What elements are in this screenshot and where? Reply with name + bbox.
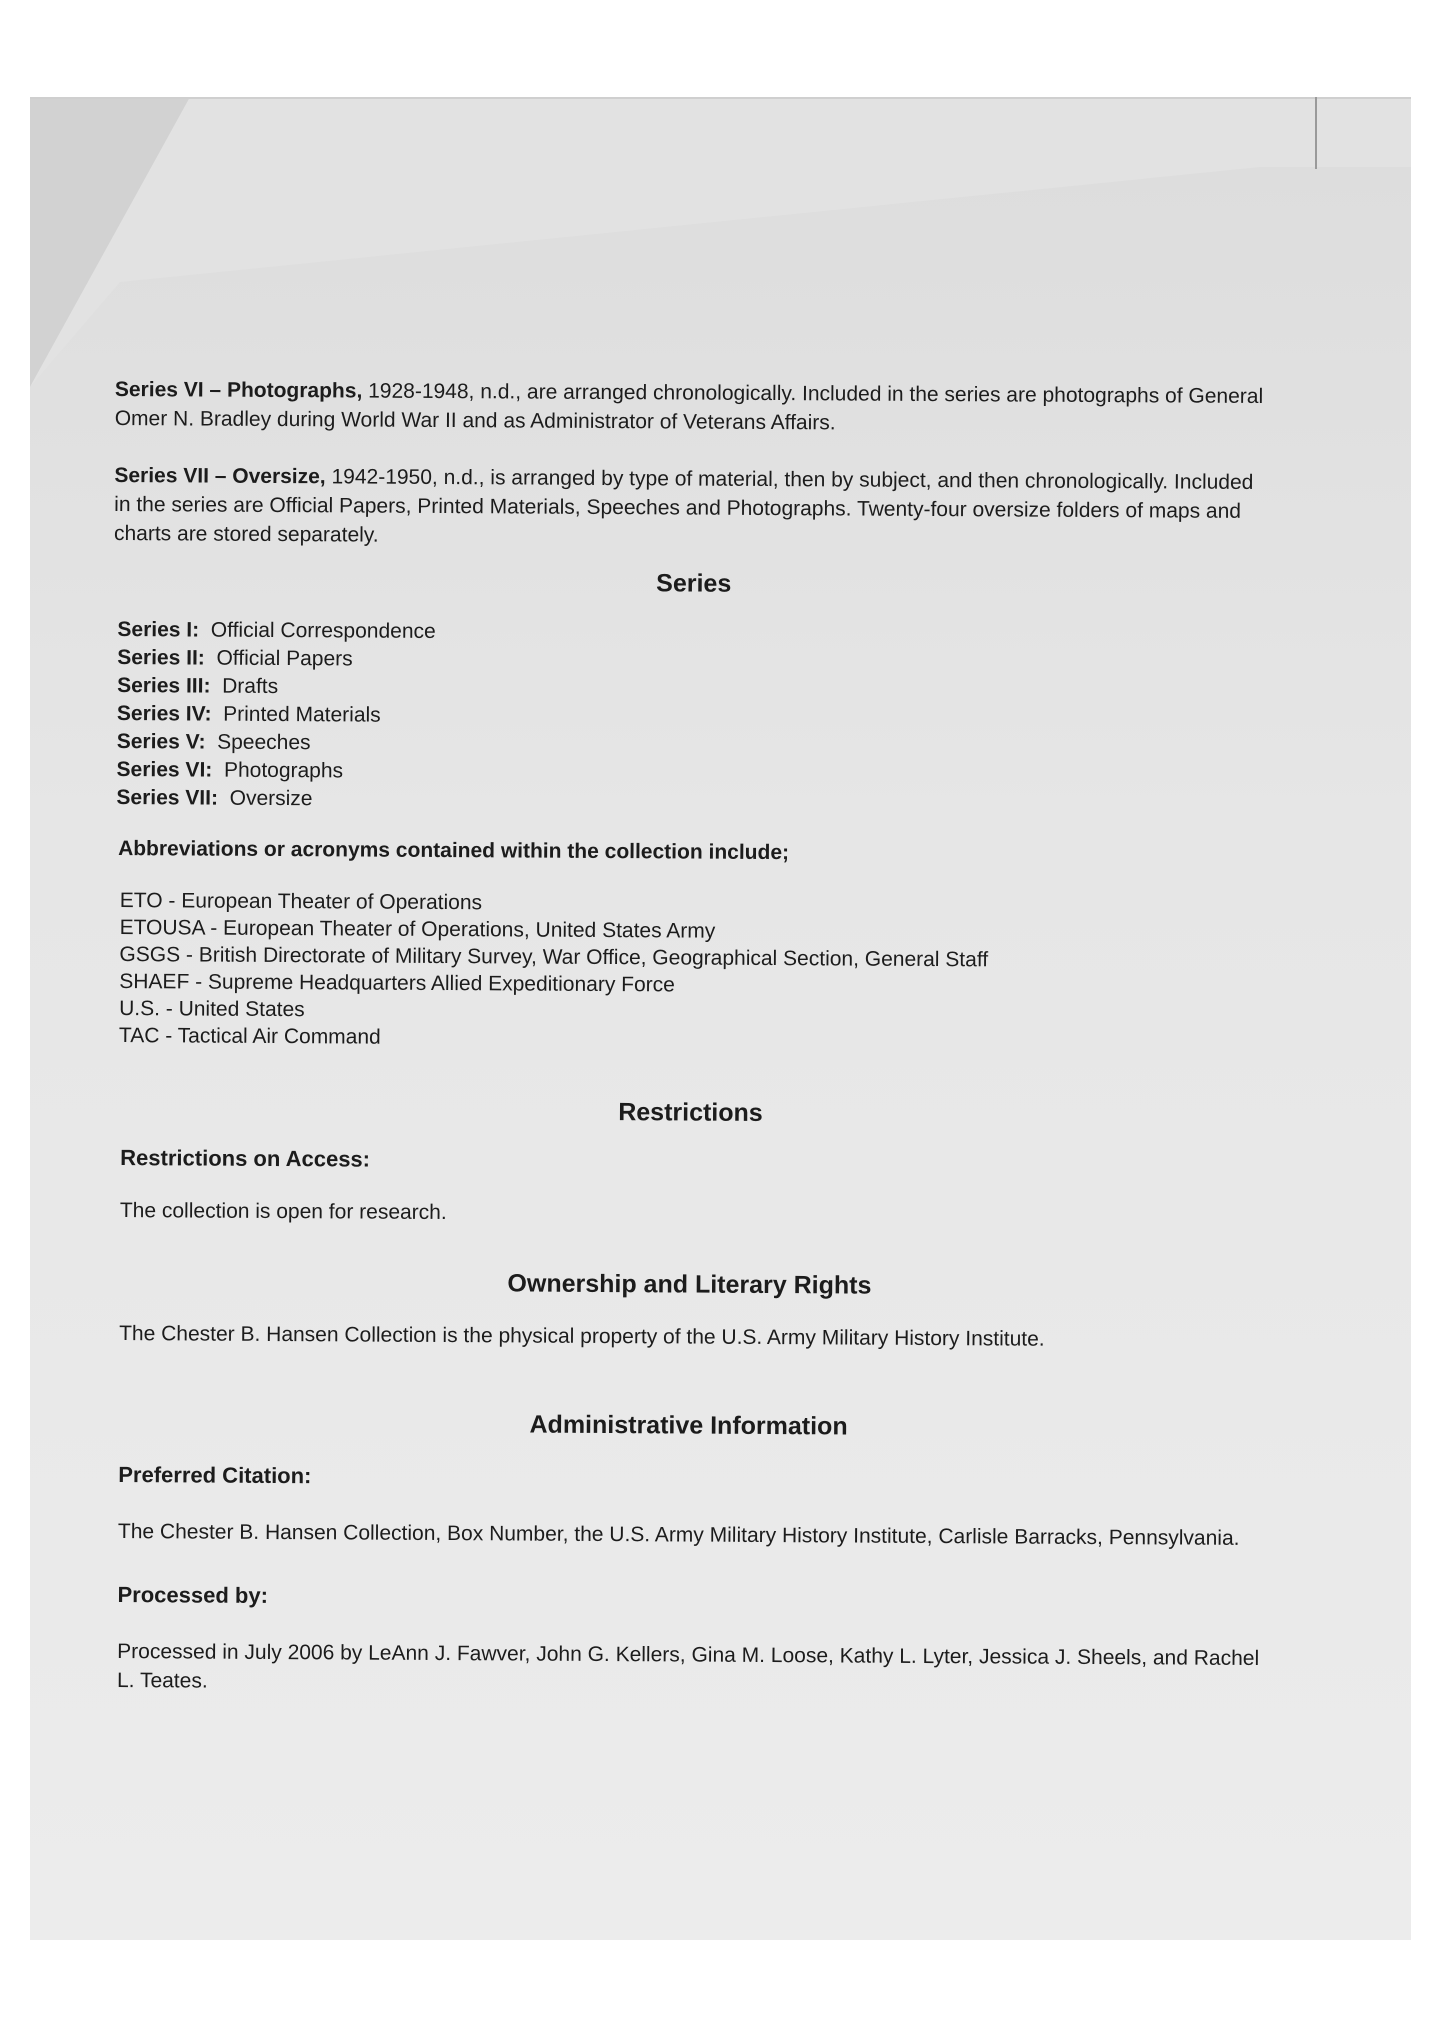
- document-page: [107, 375, 1275, 1702]
- series-vi-text: 1928-1948, n.d., are arranged chronologically. Included in the series are photographs of General Omer N. Bradley during World War II and as Administrator of Veterans Affairs.: [114, 379, 1264, 435]
- series-vi-lead: Series VI – Photographs,: [114, 377, 363, 403]
- series-vi-paragraph: [115, 375, 1275, 440]
- series-item-value: Official Papers: [216, 646, 353, 671]
- citation-text: The Chester B. Hansen Collection, Box Number, the U.S. Army Military History Institute, Carlisle Barracks, Pennsylvania.: [117, 1520, 1240, 1550]
- restrictions-subheading: Restrictions on Access:: [120, 1145, 371, 1172]
- administrative-heading: Administrative Information: [529, 1410, 848, 1441]
- series-vii-paragraph: [114, 461, 1275, 555]
- series-item-value: Speeches: [217, 730, 311, 755]
- series-vii-lead: Series VII – Oversize,: [114, 463, 326, 489]
- series-item-value: Photographs: [223, 758, 344, 783]
- page-edge-line: [1315, 97, 1317, 169]
- series-list: [116, 616, 1273, 819]
- restrictions-heading: Restrictions: [618, 1098, 763, 1127]
- series-item: [116, 784, 1272, 819]
- restrictions-text: The collection is open for research.: [119, 1199, 447, 1225]
- series-item-label: Series V:: [116, 730, 206, 754]
- series-heading: Series: [656, 569, 732, 598]
- series-item-label: Series III:: [117, 674, 211, 698]
- processed-text: Processed in July 2006 by LeAnn J. Fawver, John G. Kellers, Gina M. Loose, Kathy L. Lyter, Jessica J. Sheels, and Rachel L. Teates.: [116, 1640, 1260, 1693]
- series-vii-text: 1942-1950, n.d., is arranged by type of material, then by subject, and then chronologically. Included in the series are Official Papers, Printed Materials, Speeches and Photographs. Twenty-four oversize folders of maps and charts are stored separately.: [113, 465, 1254, 547]
- series-item-label: Series VII:: [116, 786, 219, 810]
- abbreviations-list: [119, 887, 1272, 1056]
- page-top-edge: [30, 97, 1411, 99]
- series-item-value: Official Correspondence: [210, 618, 436, 643]
- abbreviation-item: SHAEF - Supreme Headquarters Allied Expeditionary Force: [119, 970, 675, 997]
- series-item-label: Series I:: [117, 618, 200, 642]
- series-item-value: Printed Materials: [223, 702, 381, 727]
- processed-subheading: Processed by:: [117, 1582, 269, 1608]
- abbreviations-title: Abbreviations or acronyms contained within the collection include;: [118, 837, 790, 865]
- series-item-label: Series VI:: [116, 758, 213, 782]
- abbreviation-item: TAC - Tactical Air Command: [118, 1024, 381, 1049]
- abbreviation-item: GSGS - British Directorate of Military Survey, War Office, Geographical Section, General Staff: [119, 943, 989, 972]
- ownership-text: The Chester B. Hansen Collection is the physical property of the U.S. Army Military History Institute.: [119, 1322, 1045, 1351]
- abbreviation-item: ETO - European Theater of Operations: [119, 889, 483, 915]
- series-item-value: Oversize: [229, 786, 313, 811]
- series-item-label: Series IV:: [116, 702, 212, 726]
- series-item-value: Drafts: [222, 674, 279, 699]
- abbreviation-item: U.S. - United States: [119, 997, 305, 1022]
- abbreviation-item: ETOUSA - European Theater of Operations, United States Army: [119, 916, 716, 943]
- ownership-heading: Ownership and Literary Rights: [507, 1269, 872, 1300]
- series-item-label: Series II:: [117, 646, 205, 670]
- citation-subheading: Preferred Citation:: [118, 1462, 312, 1489]
